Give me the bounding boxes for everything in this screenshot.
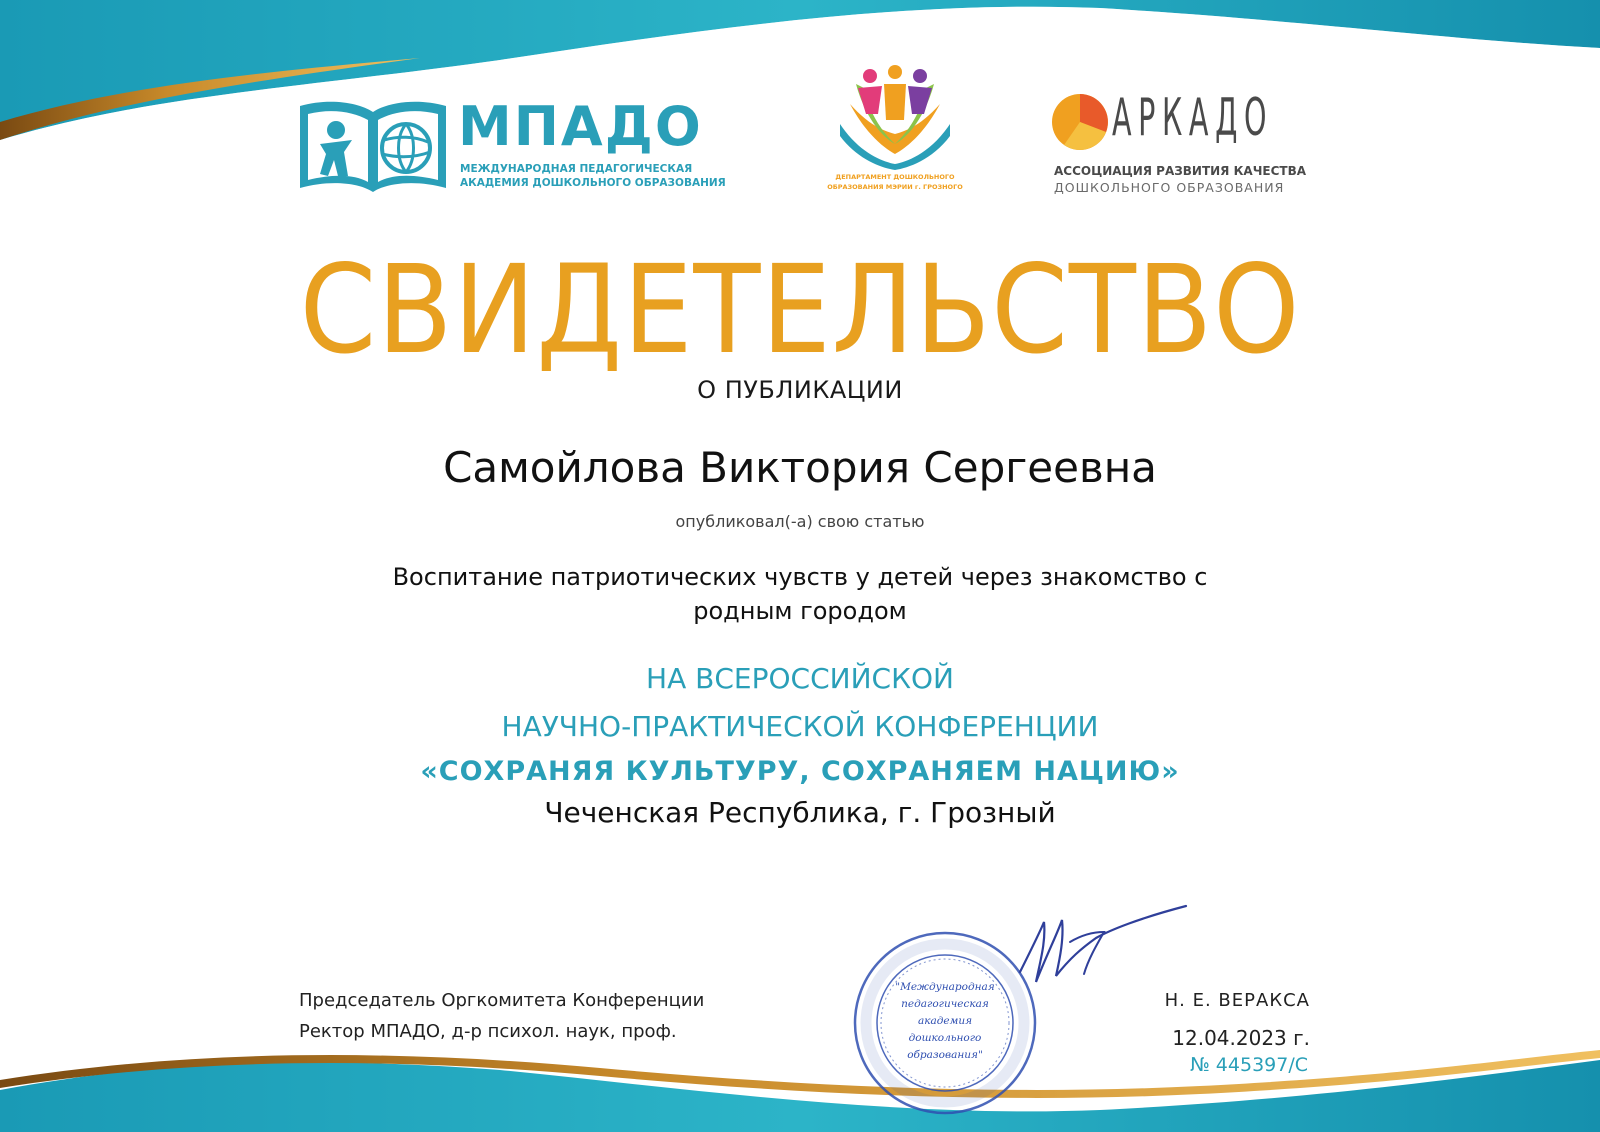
certificate-subtitle: О ПУБЛИКАЦИИ	[697, 376, 903, 404]
mpado-subtitle	[460, 162, 726, 190]
chair-title-line2: Ректор МПАДО, д-р психол. наук, проф.	[299, 1021, 677, 1042]
arkado-title: АРКАДО	[1112, 88, 1274, 148]
arkado-cube-icon	[1050, 92, 1110, 152]
conference-location: Чеченская Республика, г. Грозный	[544, 796, 1056, 829]
arkado-subtitle-line2: ДОШКОЛЬНОГО ОБРАЗОВАНИЯ	[1054, 180, 1285, 195]
certificate-number: № 445397/С	[1190, 1054, 1308, 1076]
signature	[1000, 902, 1190, 992]
mpado-subtitle-line2: АКАДЕМИЯ ДОШКОЛЬНОГО ОБРАЗОВАНИЯ	[460, 177, 726, 189]
mpado-logo	[298, 96, 738, 196]
children-book-icon	[820, 64, 970, 172]
signer-name: Н. Е. ВЕРАКСА	[1164, 990, 1310, 1011]
department-logo	[820, 64, 970, 200]
article-title	[300, 560, 1300, 628]
mpado-subtitle-line1: МЕЖДУНАРОДНАЯ ПЕДАГОГИЧЕСКАЯ	[460, 163, 693, 175]
arkado-subtitle-line1: АССОЦИАЦИЯ РАЗВИТИЯ КАЧЕСТВА	[1054, 164, 1307, 178]
stamp-line1: "Международная	[895, 981, 995, 993]
department-subtitle	[820, 172, 970, 192]
arkado-logo	[1050, 88, 1320, 202]
stamp-line3: академия	[917, 1015, 973, 1027]
conference-name: «СОХРАНЯЯ КУЛЬТУРУ, СОХРАНЯЕМ НАЦИЮ»	[420, 756, 1180, 787]
stamp-line5: образования"	[907, 1049, 983, 1061]
published-text: опубликовал(-а) свою статью	[675, 512, 925, 531]
chair-title-line1: Председатель Оргкомитета Конференции	[299, 990, 705, 1011]
department-line2: ОБРАЗОВАНИЯ МЭРИИ г. ГРОЗНОГО	[827, 183, 963, 191]
article-title-line2: родным городом	[693, 597, 907, 625]
mpado-title: МПАДО	[458, 95, 703, 158]
issue-date: 12.04.2023 г.	[1172, 1026, 1310, 1050]
conference-line2: НАУЧНО-ПРАКТИЧЕСКОЙ КОНФЕРЕНЦИИ	[501, 710, 1099, 743]
stamp-line4: дошкольного	[908, 1032, 982, 1044]
article-title-line1: Воспитание патриотических чувств у детей через знакомство с	[392, 563, 1208, 591]
conference-line1: НА ВСЕРОССИЙСКОЙ	[646, 662, 954, 695]
certificate-title: СВИДЕТЕЛЬСТВО	[299, 239, 1301, 381]
department-line1: ДЕПАРТАМЕНТ ДОШКОЛЬНОГО	[835, 173, 955, 181]
recipient-name: Самойлова Виктория Сергеевна	[443, 443, 1157, 492]
mpado-book-icon	[298, 96, 448, 196]
stamp-line2: педагогическая	[901, 998, 989, 1010]
